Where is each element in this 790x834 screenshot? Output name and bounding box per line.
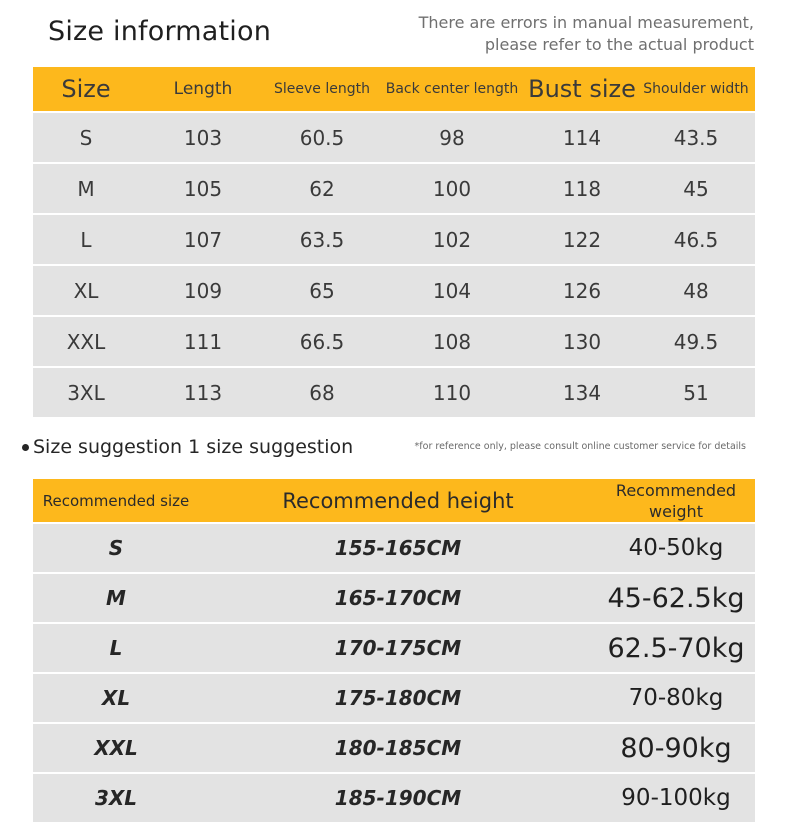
cell-shoulder-width: 48 [683,278,709,303]
cell-recommended-weight: 40-50kg [628,535,724,561]
table-row [33,317,755,366]
cell-length: 107 [183,227,223,252]
size-table-header [33,67,755,111]
measurement-note-line-2: please refer to the actual product [484,35,754,54]
cell-recommended-height: 180-185CM [334,736,462,760]
cell-size: XXL [66,329,106,354]
cell-back-center-length: 108 [432,329,472,354]
header-bust-size: Bust size [528,75,636,103]
cell-recommended-weight: 45-62.5kg [607,582,745,614]
cell-recommended-weight: 90-100kg [621,785,731,811]
cell-back-center-length: 100 [432,176,472,201]
suggestion-title [22,436,353,458]
cell-back-center-length: 110 [432,380,472,405]
cell-sleeve-length: 60.5 [299,125,345,150]
measurement-note [419,12,754,56]
cell-bust-size: 134 [562,380,602,405]
table-row [33,624,755,672]
cell-recommended-height: 185-190CM [334,786,462,810]
header-size: Size [61,75,111,103]
table-row [33,774,755,822]
cell-size: L [80,227,92,252]
table-row [33,574,755,622]
table-row [33,524,755,572]
cell-recommended-weight: 62.5-70kg [607,632,745,664]
cell-back-center-length: 102 [432,227,472,252]
cell-recommended-size: 3XL [94,786,138,810]
measurement-note-line-1: There are errors in manual measurement, [418,13,754,32]
cell-recommended-weight: 70-80kg [628,685,724,711]
cell-shoulder-width: 46.5 [673,227,719,252]
cell-bust-size: 130 [562,329,602,354]
cell-bust-size: 114 [562,125,602,150]
cell-bust-size: 122 [562,227,602,252]
cell-sleeve-length: 63.5 [299,227,345,252]
cell-shoulder-width: 43.5 [673,125,719,150]
cell-size: XL [73,278,99,303]
table-row [33,266,755,315]
cell-recommended-size: S [108,536,124,560]
cell-shoulder-width: 51 [683,380,709,405]
cell-length: 105 [183,176,223,201]
table-row [33,674,755,722]
cell-sleeve-length: 65 [309,278,335,303]
page-title: Size information [48,16,272,47]
cell-shoulder-width: 45 [683,176,709,201]
cell-recommended-size: XL [101,686,131,710]
cell-sleeve-length: 66.5 [299,329,345,354]
cell-length: 109 [183,278,223,303]
cell-recommended-weight: 80-90kg [620,732,732,764]
header-length: Length [173,79,233,99]
header-back-center-length: Back center length [385,81,519,97]
cell-bust-size: 118 [562,176,602,201]
suggestion-table [33,479,755,822]
cell-recommended-size: XXL [94,736,138,760]
cell-back-center-length: 98 [439,125,465,150]
table-row [33,724,755,772]
table-row [33,113,755,162]
table-row [33,368,755,417]
suggestion-title-text: Size suggestion 1 size suggestion [33,436,354,458]
cell-recommended-height: 175-180CM [334,686,462,710]
table-row [33,215,755,264]
table-row [33,164,755,213]
cell-shoulder-width: 49.5 [673,329,719,354]
cell-length: 111 [183,329,223,354]
cell-size: M [77,176,95,201]
cell-recommended-height: 155-165CM [334,536,462,560]
cell-recommended-size: M [106,586,126,610]
cell-bust-size: 126 [562,278,602,303]
header-recommended-height: Recommended height [282,488,514,513]
cell-size: 3XL [67,380,105,405]
cell-sleeve-length: 68 [309,380,335,405]
suggestion-table-header [33,479,755,522]
cell-recommended-size: L [109,636,123,660]
header-recommended-weight: Recommended weight [615,480,737,521]
cell-recommended-height: 165-170CM [334,586,462,610]
header-sleeve-length: Sleeve length [274,81,370,97]
suggestion-note: *for reference only, please consult online customer service for details [414,441,746,452]
cell-sleeve-length: 62 [309,176,335,201]
bullet-icon [22,444,29,451]
cell-recommended-height: 170-175CM [334,636,462,660]
cell-size: S [79,125,93,150]
cell-back-center-length: 104 [432,278,472,303]
header-recommended-size: Recommended size [42,491,190,510]
cell-length: 113 [183,380,223,405]
header-shoulder-width: Shoulder width [643,81,749,97]
cell-length: 103 [183,125,223,150]
size-table [33,67,755,417]
